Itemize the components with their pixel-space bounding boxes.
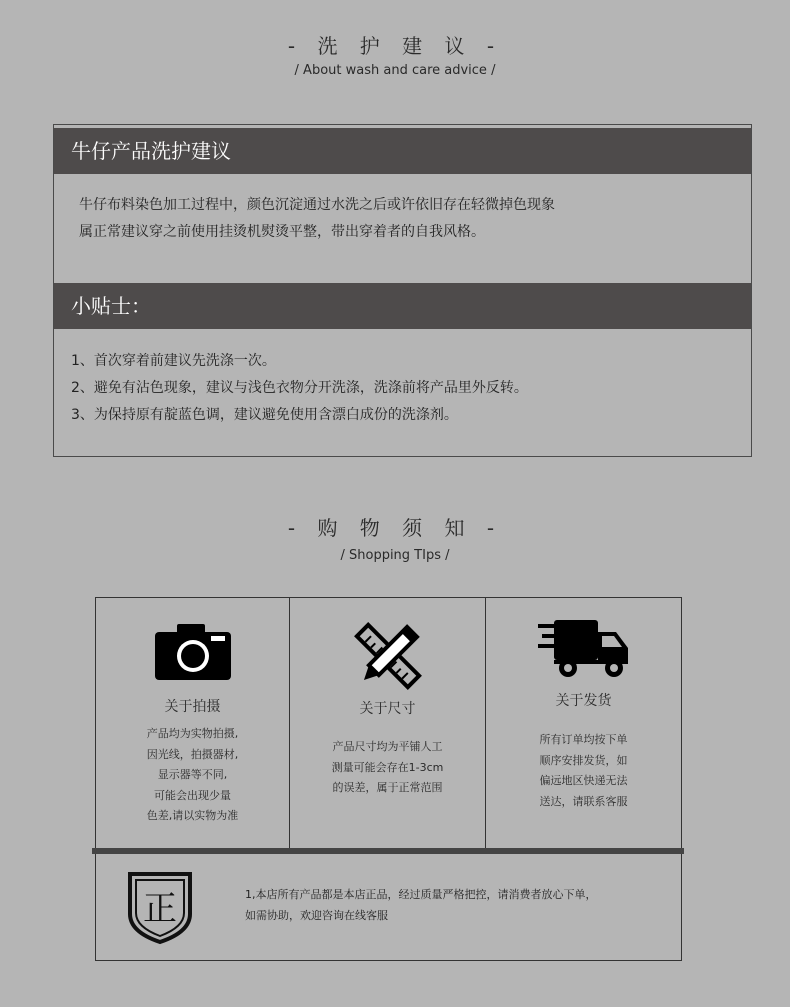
care-section-subtitle: / About wash and care advice / xyxy=(294,63,496,78)
camera-icon xyxy=(96,622,289,686)
cell-line: 产品尺寸均为平铺人工 xyxy=(332,740,443,753)
cell-body xyxy=(96,724,289,827)
cell-line: 的误差，属于正常范围 xyxy=(332,781,443,794)
cell-title: 关于尺寸 xyxy=(359,701,416,717)
care-section-title: - 洗 护 建 议 - xyxy=(287,34,503,58)
care-line: 牛仔布料染色加工过程中，颜色沉淀通过水洗之后或许依旧存在轻微掉色现象 xyxy=(79,197,555,213)
care-header: 牛仔产品洗护建议 xyxy=(54,128,751,174)
authentic-box xyxy=(95,854,682,961)
shopping-section-subtitle: / Shopping TIps / xyxy=(340,548,450,563)
shopping-cell-photo xyxy=(96,598,289,848)
tips-header: 小贴士： xyxy=(54,283,751,329)
cell-line: 偏远地区快递无法 xyxy=(539,774,628,787)
authentic-shield-icon xyxy=(124,866,196,950)
shopping-grid xyxy=(95,597,682,849)
shopping-cell-shipping xyxy=(485,598,681,848)
authentic-line: 1,本店所有产品都是本店正品，经过质量严格把控，请消费者放心下单， xyxy=(245,888,597,901)
cell-line: 顺序安排发货，如 xyxy=(539,753,628,767)
authentic-badge-text: 正 xyxy=(143,889,177,929)
cell-body xyxy=(486,730,681,812)
cell-line: 测量可能会存在1-3cm xyxy=(331,760,444,774)
cell-line: 显示器等不同, xyxy=(157,768,228,781)
tips-list xyxy=(71,348,528,429)
ruler-pencil-icon xyxy=(290,618,485,698)
cell-body xyxy=(290,737,485,799)
care-box xyxy=(53,124,752,457)
shopping-cell-size xyxy=(289,598,485,848)
care-paragraph xyxy=(79,192,555,246)
tip-item: 2、避免有沾色现象，建议与浅色衣物分开洗涤，洗涤前将产品里外反转。 xyxy=(71,380,528,396)
cell-line: 因光线，拍摄器材, xyxy=(146,747,239,761)
cell-line: 送达，请联系客服 xyxy=(539,794,628,808)
tip-item: 3、为保持原有靛蓝色调，建议避免使用含漂白成份的洗涤剂。 xyxy=(71,407,458,423)
tip-item: 1、首次穿着前建议先洗涤一次。 xyxy=(71,353,276,369)
authentic-line: 如需协助，欢迎咨询在线客服 xyxy=(245,909,388,922)
cell-title: 关于发货 xyxy=(555,693,612,709)
cell-line: 产品均为实物拍摄, xyxy=(146,727,239,740)
shopping-section-title: - 购 物 须 知 - xyxy=(287,516,503,540)
cell-title: 关于拍摄 xyxy=(164,699,221,715)
truck-icon xyxy=(486,616,681,686)
cell-line: 所有订单均按下单 xyxy=(539,733,628,746)
cell-line: 色差,请以实物为准 xyxy=(146,809,239,822)
care-line: 属正常建议穿之前使用挂烫机熨烫平整，带出穿着者的自我风格。 xyxy=(79,224,485,240)
authentic-text xyxy=(245,884,597,926)
cell-line: 可能会出现少量 xyxy=(154,788,231,802)
